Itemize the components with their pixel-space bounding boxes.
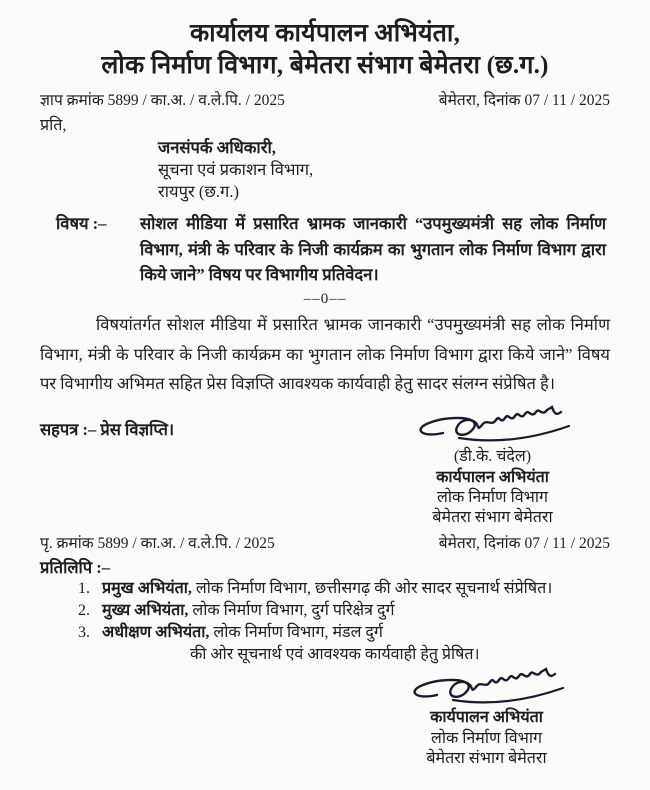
- copy-recipient: अधीक्षण अभियंता,: [102, 624, 210, 642]
- signatory-division: बेमेतरा संभाग बेमेतरा: [432, 509, 553, 527]
- signatory-name: (डी.के. चंदेल): [453, 448, 532, 466]
- copy-detail: लोक निर्माण विभाग, मंडल दुर्ग: [213, 624, 383, 642]
- signature-block-bottom: [369, 666, 604, 769]
- copy-item-text: [102, 600, 395, 622]
- reference-row-top: [40, 88, 610, 110]
- enclosure-label: सहपत्र :–: [40, 420, 97, 440]
- copy-item-number: 1.: [78, 579, 90, 597]
- signatory-division: बेमेतरा संभाग बेमेतरा: [426, 750, 547, 768]
- copy-recipient: प्रमुख अभियंता,: [102, 579, 192, 597]
- addressee-place: रायपुर (छ.ग.): [158, 181, 239, 201]
- enclosure-line: [40, 403, 174, 529]
- copy-item-1: [78, 578, 610, 600]
- subject-row: [40, 211, 610, 288]
- subject-text: सोशल मीडिया में प्रसारित भ्रामक जानकारी “उपमुख्यमंत्री सह लोक निर्माण विभाग, मंत्री के परिवार के निजी कार्यक्रम का भुगतान लोक निर्माण विभाग द्वारा किये जाने” विषय पर विभागीय प्रतिवेदन।: [140, 214, 606, 285]
- signatory-department: लोक निर्माण विभाग: [436, 488, 549, 506]
- addressee-department: सूचना एवं प्रकाशन विभाग,: [158, 159, 314, 179]
- endorsement-number: पृ. क्रमांक 5899 / का.अ. / व.ले.पि. / 2025: [40, 534, 275, 552]
- enclosure-text: प्रेस विज्ञप्ति।: [100, 420, 175, 440]
- office-title: कार्यालय कार्यपालन अभियंता,: [189, 20, 461, 47]
- copy-detail: लोक निर्माण विभाग, छत्तीसगढ़ की ओर सादर सूचनार्थ संप्रेषित।: [195, 579, 553, 597]
- copy-item-2: [78, 600, 610, 622]
- body-paragraph: विषयांतर्गत सोशल मीडिया में प्रसारित भ्रामक जानकारी “उपमुख्यमंत्री सह लोक निर्माण विभाग, मंत्री के परिवार के निजी कार्यक्रम का भुगतान लोक निर्माण विभाग द्वारा किये जाने” विषय पर विभागीय अभिमत सहित प्रेस विज्ञप्ति आवश्यक कार्यवाही हेतु सादर संलग्न संप्रेषित है।: [40, 314, 610, 394]
- copies-label: प्रतिलिपि :–: [40, 557, 111, 577]
- copies-footer: की ओर सूचनार्थ एवं आवश्यक कार्यवाही हेतु प्रेषित।: [190, 646, 480, 664]
- signatory-title: कार्यपालन अभियंता: [430, 709, 543, 727]
- place-date-top: बेमेतरा, दिनांक 07 / 11 / 2025: [438, 92, 610, 109]
- copy-item-number: 2.: [78, 602, 90, 619]
- memo-number: ज्ञाप क्रमांक 5899 / का.अ. / व.ले.पि. / 2025: [40, 92, 285, 109]
- subject-label: विषय :–: [56, 214, 107, 234]
- copy-item-text: [102, 578, 552, 600]
- letterhead: [40, 18, 610, 81]
- section-separator: ––0––: [303, 290, 347, 307]
- copy-item-number: 3.: [78, 624, 90, 642]
- salutation: प्रति,: [40, 117, 67, 134]
- copy-item-text: [102, 622, 383, 644]
- addressee-block: [158, 137, 610, 202]
- enclosure-signature-row: [40, 403, 610, 529]
- reference-row-bottom: [40, 531, 610, 553]
- addressee-name: जनसंपर्क अधिकारी,: [158, 138, 276, 157]
- copy-detail: लोक निर्माण विभाग, दुर्ग परिक्षेत्र दुर्ग: [192, 602, 395, 619]
- signatory-title: कार्यपालन अभियंता: [436, 468, 549, 486]
- signature-block-top: [375, 403, 610, 529]
- copy-recipient: मुख्य अभियंता,: [102, 602, 189, 619]
- place-date-bottom: बेमेतरा, दिनांक 07 / 11 / 2025: [438, 534, 610, 552]
- signatory-department: लोक निर्माण विभाग: [430, 729, 543, 747]
- copy-item-3: [78, 622, 610, 644]
- office-subtitle: लोक निर्माण विभाग, बेमेतरा संभाग बेमेतरा (छ.ग.): [101, 51, 549, 79]
